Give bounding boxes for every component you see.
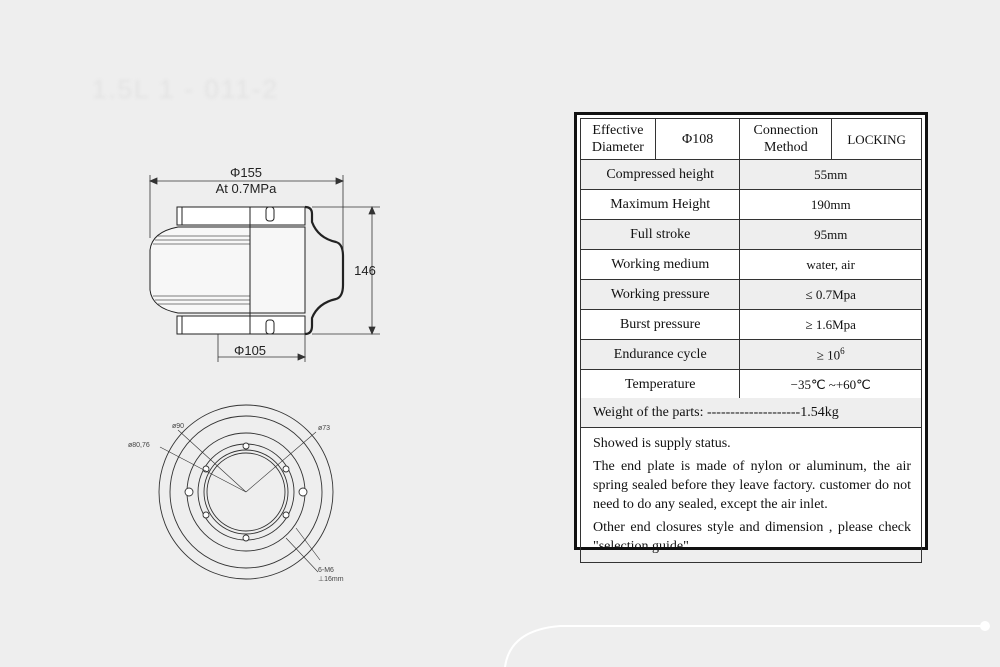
row-value: ≥ 1.6Mpa — [740, 310, 922, 340]
row-value: 190mm — [740, 190, 922, 220]
label-depth: ⊥16mm — [318, 576, 344, 583]
faded-title: 1.5L 1 - 011-2 — [92, 74, 279, 104]
row-label: Maximum Height — [581, 190, 740, 220]
row-label: Full stroke — [581, 220, 740, 250]
dim-height: 146 — [354, 263, 376, 278]
effective-diameter-label: Effective Diameter — [581, 119, 656, 160]
note-other-closures: Other end closures style and dimension , please check "selection guide" — [593, 520, 911, 554]
weight-value: 1.54kg — [800, 405, 839, 420]
dim-diameter-bottom: Φ105 — [233, 343, 267, 358]
row-value: 95mm — [740, 220, 922, 250]
row-value: −35℃ ~+60℃ — [740, 370, 922, 400]
note-supply-status: Showed is supply status. — [593, 436, 731, 451]
row-label: Working medium — [581, 250, 740, 280]
connection-method-value: LOCKING — [832, 119, 922, 160]
note-end-plate: The end plate is made of nylon or aluminum, the air spring sealed before they leave factory. customer do not need to do any sealed, except the air inlet. — [593, 459, 911, 512]
row-label: Burst pressure — [581, 310, 740, 340]
row-value: ≤ 0.7Mpa — [740, 280, 922, 310]
row-value-text: ≥ 10 — [816, 347, 841, 363]
row-label: Working pressure — [581, 280, 740, 310]
row-label: Temperature — [581, 370, 740, 400]
label-thread: 6-M6 — [318, 567, 334, 574]
weight-dashes: -------------------- — [706, 405, 801, 420]
label-d90: ø90 — [172, 423, 185, 430]
row-value: water, air — [740, 250, 922, 280]
effective-diameter-value: Φ108 — [655, 119, 740, 160]
row-label: Compressed height — [581, 160, 740, 190]
connection-method-label: Connection Method — [740, 119, 832, 160]
dim-diameter-top: Φ155 — [229, 165, 263, 180]
row-value: 55mm — [740, 160, 922, 190]
weight-label: Weight of the parts: — [593, 405, 704, 420]
label-d8076: ø80,76 — [128, 442, 150, 449]
dim-pressure-note: At 0.7MPa — [215, 181, 277, 196]
row-value-exponent: 6 — [840, 345, 845, 356]
row-label: Endurance cycle — [581, 340, 740, 370]
label-d73: ø73 — [318, 425, 331, 432]
